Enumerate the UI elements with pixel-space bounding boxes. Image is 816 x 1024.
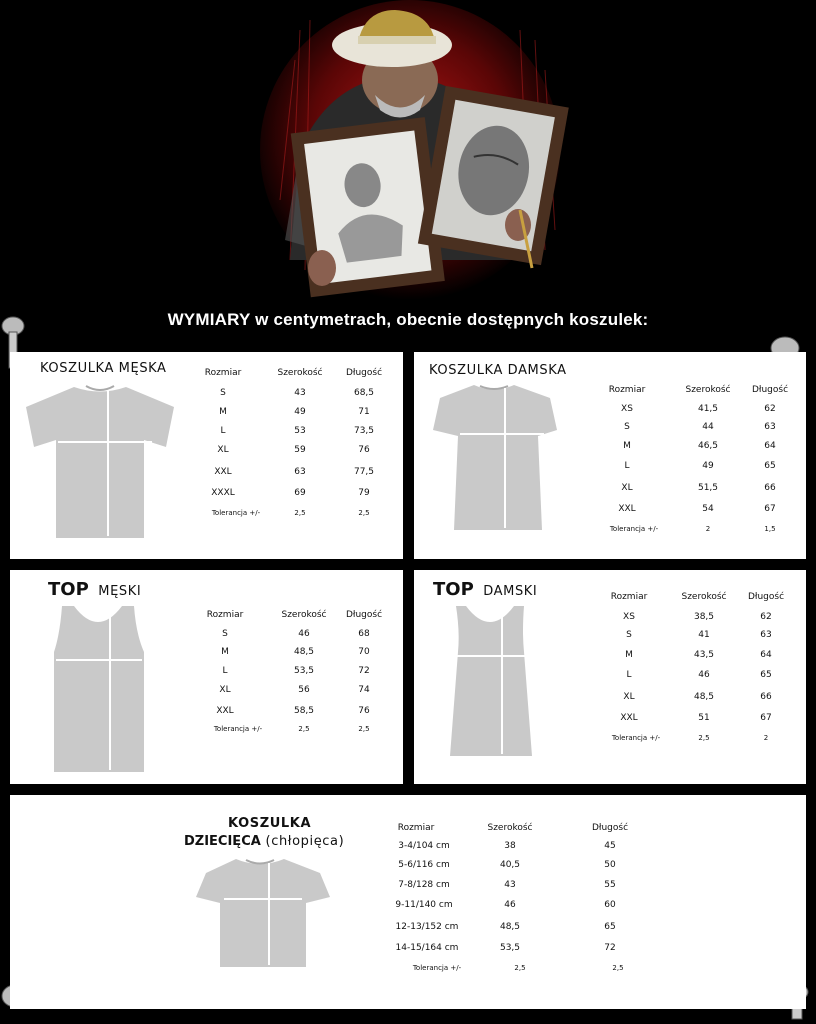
cell-length: 63 <box>764 422 776 432</box>
header-size: Rozmiar <box>206 610 244 620</box>
cell-length: 66 <box>760 692 772 702</box>
tolerance-length: 2,5 <box>612 964 624 972</box>
panel-mens-tshirt <box>10 352 403 559</box>
cell-size: XL <box>623 692 635 702</box>
tolerance-length: 2,5 <box>358 725 370 733</box>
cell-width: 51,5 <box>697 483 719 493</box>
cell-length: 68,5 <box>353 388 375 398</box>
header-width: Szerokość <box>277 368 323 378</box>
cell-size: XS <box>623 612 635 622</box>
tolerance-length: 1,5 <box>764 525 776 533</box>
cell-size: XXL <box>214 467 232 477</box>
tank-top-illustration <box>446 604 536 760</box>
panel-title-bold: TOP <box>48 579 89 600</box>
cell-width: 48,5 <box>499 922 521 932</box>
cell-size: XXL <box>620 713 638 723</box>
cell-size: M <box>221 647 229 657</box>
cell-width: 46,5 <box>697 441 719 451</box>
tolerance-label: Tolerancja +/- <box>412 964 462 972</box>
cell-width: 48,5 <box>293 647 315 657</box>
header-size: Rozmiar <box>204 368 242 378</box>
page-headline: WYMIARY w centymetrach, obecnie dostępnych koszulek: <box>167 310 649 329</box>
cell-length: 72 <box>358 666 370 676</box>
cell-size: 9-11/140 cm <box>395 900 453 910</box>
cell-length: 62 <box>764 404 776 414</box>
panel-title <box>433 579 537 600</box>
cell-size: L <box>222 666 228 676</box>
panel-title-rest: MĘSKI <box>98 584 142 599</box>
cell-width: 53,5 <box>293 666 315 676</box>
cell-length: 64 <box>760 650 772 660</box>
panel-title-bold: TOP <box>433 579 474 600</box>
tolerance-width: 2,5 <box>698 734 710 742</box>
cell-size: L <box>220 426 226 436</box>
tolerance-width: 2 <box>705 525 711 533</box>
cell-length: 76 <box>358 445 370 455</box>
size-table <box>198 368 398 548</box>
cell-width: 43 <box>294 388 306 398</box>
tolerance-label: Tolerancja +/- <box>213 725 263 733</box>
panel-title: KOSZULKA MĘSKA <box>40 361 167 376</box>
header-width: Szerokość <box>681 592 727 602</box>
panel-womens-top <box>414 570 806 784</box>
header-width: Szerokość <box>487 823 533 833</box>
header-width: Szerokość <box>685 385 731 395</box>
tshirt-illustration <box>24 382 176 542</box>
cell-size: S <box>220 388 226 398</box>
panel-title-rest: DAMSKI <box>483 584 538 599</box>
cell-width: 58,5 <box>293 706 315 716</box>
panel-title <box>48 579 141 600</box>
cell-width: 56 <box>298 685 310 695</box>
tolerance-width: 2,5 <box>294 509 306 517</box>
cell-length: 76 <box>358 706 370 716</box>
cell-length: 67 <box>764 504 776 514</box>
cell-length: 65 <box>604 922 616 932</box>
cell-width: 49 <box>702 461 714 471</box>
cell-size: S <box>626 630 632 640</box>
cell-size: XXL <box>216 706 234 716</box>
header-length: Długość <box>747 592 785 602</box>
cell-length: 55 <box>604 880 616 890</box>
cell-size: L <box>624 461 630 471</box>
cell-length: 63 <box>760 630 772 640</box>
tolerance-length: 2,5 <box>358 509 370 517</box>
cell-size: M <box>219 407 227 417</box>
cell-width: 43 <box>504 880 516 890</box>
cell-width: 53,5 <box>499 943 521 953</box>
cell-size: 7-8/128 cm <box>398 880 450 890</box>
panel-mens-top <box>10 570 403 784</box>
header-length: Długość <box>345 610 383 620</box>
cell-width: 46 <box>298 629 310 639</box>
cell-size: S <box>222 629 228 639</box>
tolerance-label: Tolerancja +/- <box>609 525 659 533</box>
cell-length: 74 <box>358 685 370 695</box>
cell-length: 70 <box>358 647 370 657</box>
size-table <box>604 592 804 772</box>
cell-length: 65 <box>760 670 772 680</box>
tolerance-width: 2,5 <box>298 725 310 733</box>
cell-length: 66 <box>764 483 776 493</box>
cell-size: 5-6/116 cm <box>398 860 450 870</box>
cell-width: 46 <box>504 900 516 910</box>
cell-size: XL <box>219 685 231 695</box>
cell-size: M <box>625 650 633 660</box>
panel-kids-tshirt <box>10 795 806 1009</box>
tshirt-illustration <box>194 857 334 969</box>
cell-width: 40,5 <box>499 860 521 870</box>
header-length: Długość <box>751 385 789 395</box>
tolerance-width: 2,5 <box>514 964 526 972</box>
header-size: Rozmiar <box>397 823 435 833</box>
panel-title-bold: DZIECIĘCA <box>184 834 261 849</box>
tolerance-length: 2 <box>763 734 769 742</box>
tolerance-label: Tolerancja +/- <box>611 734 661 742</box>
cell-length: 77,5 <box>353 467 375 477</box>
tolerance-label: Tolerancja +/- <box>211 509 261 517</box>
cell-length: 64 <box>764 441 776 451</box>
cell-length: 67 <box>760 713 772 723</box>
tshirt-illustration <box>430 382 560 532</box>
cell-length: 71 <box>358 407 370 417</box>
header-length: Długość <box>345 368 383 378</box>
cell-size: XXL <box>618 504 636 514</box>
cell-length: 65 <box>764 461 776 471</box>
cell-width: 49 <box>294 407 306 417</box>
cell-width: 69 <box>294 488 306 498</box>
tank-top-illustration <box>48 604 148 776</box>
header-size: Rozmiar <box>608 385 646 395</box>
cell-length: 68 <box>358 629 370 639</box>
hero-artist-photo <box>0 0 816 300</box>
panel-title-line1: KOSZULKA <box>228 816 312 831</box>
size-table <box>200 610 400 770</box>
cell-length: 73,5 <box>353 426 375 436</box>
cell-size: M <box>623 441 631 451</box>
cell-width: 43,5 <box>693 650 715 660</box>
cell-size: 14-15/164 cm <box>395 943 459 953</box>
cell-size: XXXL <box>211 488 235 498</box>
cell-size: XL <box>621 483 633 493</box>
size-table <box>602 385 802 555</box>
header-size: Rozmiar <box>610 592 648 602</box>
cell-length: 79 <box>358 488 370 498</box>
size-table <box>394 823 654 1003</box>
cell-width: 41 <box>698 630 710 640</box>
cell-width: 48,5 <box>693 692 715 702</box>
cell-width: 41,5 <box>697 404 719 414</box>
panel-title-rest: (chłopięca) <box>265 834 345 849</box>
cell-length: 60 <box>604 900 616 910</box>
cell-width: 46 <box>698 670 710 680</box>
cell-width: 38,5 <box>693 612 715 622</box>
cell-size: XL <box>217 445 229 455</box>
cell-size: S <box>624 422 630 432</box>
cell-width: 54 <box>702 504 714 514</box>
cell-length: 72 <box>604 943 616 953</box>
panel-womens-tshirt <box>414 352 806 559</box>
cell-size: L <box>626 670 632 680</box>
header-length: Długość <box>591 823 629 833</box>
cell-width: 51 <box>698 713 710 723</box>
cell-size: 3-4/104 cm <box>398 841 450 851</box>
cell-size: 12-13/152 cm <box>395 922 459 932</box>
cell-width: 44 <box>702 422 714 432</box>
cell-width: 53 <box>294 426 306 436</box>
cell-width: 59 <box>294 445 306 455</box>
cell-width: 63 <box>294 467 306 477</box>
cell-length: 62 <box>760 612 772 622</box>
header-width: Szerokość <box>281 610 327 620</box>
panel-title: KOSZULKA DAMSKA <box>429 363 567 378</box>
cell-size: XS <box>621 404 633 414</box>
cell-width: 38 <box>504 841 516 851</box>
cell-length: 45 <box>604 841 616 851</box>
panel-title-line2 <box>184 834 344 849</box>
cell-length: 50 <box>604 860 616 870</box>
